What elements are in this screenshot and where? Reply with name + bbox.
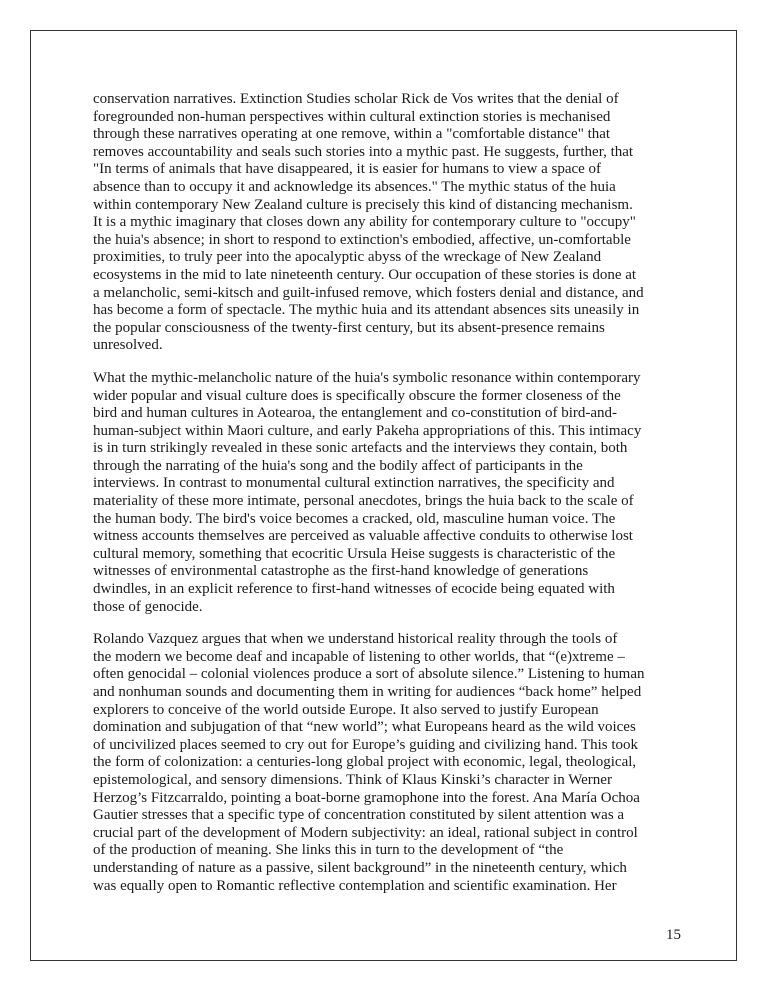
paragraph bbox=[93, 370, 683, 616]
text-line: of uncivilized places seemed to cry out for Europe’s guiding and civilizing hand. This took bbox=[93, 736, 639, 753]
text-line: epistemological, and sensory dimensions. Think of Klaus Kinski’s character in Werner bbox=[93, 771, 612, 788]
text-line: removes accountability and seals such stories into a mythic past. He suggests, further, that bbox=[93, 143, 634, 160]
text-line: ecosystems in the mid to late nineteenth century. Our occupation of these stories is done at bbox=[93, 266, 637, 283]
text-line: explorers to conceive of the world outside Europe. It also served to justify European bbox=[93, 701, 599, 718]
text-line: within contemporary New Zealand culture is precisely this kind of distancing mechanism. bbox=[93, 196, 633, 213]
text-line: of the production of meaning. She links this in turn to the development of “the bbox=[93, 842, 564, 859]
text-line: bird and human cultures in Aotearoa, the entanglement and co-constitution of bird-and- bbox=[93, 405, 618, 422]
text-line: Gautier stresses that a specific type of concentration constituted by silent attention was a bbox=[93, 807, 625, 824]
text-line: a melancholic, semi-kitsch and guilt-infused remove, which fosters denial and distance, and bbox=[93, 284, 644, 301]
text-line: was equally open to Romantic reflective contemplation and scientific examination. Her bbox=[93, 877, 617, 894]
page-number: 15 bbox=[666, 927, 681, 943]
text-line: understanding of nature as a passive, silent background” in the nineteenth century, which bbox=[93, 859, 627, 876]
text-line: human-subject within Maori culture, and early Pakeha appropriations of this. This intimacy bbox=[93, 422, 642, 439]
text-line: the modern we become deaf and incapable of listening to other worlds, that “(e)xtreme – bbox=[93, 648, 625, 665]
text-line: through the narrating of the huia's song and the bodily affect of participants in the bbox=[93, 457, 583, 474]
text-line: the form of colonization: a centuries-long global project with economic, legal, theological, bbox=[93, 754, 637, 771]
text-line: absence than to occupy it and acknowledge its absences." The mythic status of the huia bbox=[93, 178, 616, 195]
paragraph bbox=[93, 631, 683, 895]
text-line: foregrounded non-human perspectives within cultural extinction stories is mechanised bbox=[93, 108, 611, 125]
text-line: wider popular and visual culture does is specifically obscure the former closeness of the bbox=[93, 387, 621, 404]
text-line: Rolando Vazquez argues that when we understand historical reality through the tools of bbox=[93, 631, 618, 648]
text-line: often genocidal – colonial violences produce a sort of absolute silence.” Listening to human bbox=[93, 666, 645, 683]
text-line: What the mythic-melancholic nature of the huia's symbolic resonance within contemporary bbox=[93, 369, 641, 386]
text-line: the huia's absence; in short to respond to extinction's embodied, affective, un-comfortable bbox=[93, 231, 631, 248]
text-line: has become a form of spectacle. The mythic huia and its attendant absences sits uneasily in bbox=[93, 302, 640, 319]
text-line: the human body. The bird's voice becomes a cracked, old, masculine human voice. The bbox=[93, 510, 616, 527]
text-line: interviews. In contrast to monumental cultural extinction narratives, the specificity and bbox=[93, 475, 615, 492]
text-line: those of genocide. bbox=[93, 598, 203, 615]
text-line: and nonhuman sounds and documenting them in writing for audiences “back home” helped bbox=[93, 684, 642, 700]
text-line: dwindles, in an explicit reference to first-hand witnesses of ecocide being equated with bbox=[93, 581, 615, 598]
text-block bbox=[93, 91, 683, 895]
paragraph bbox=[93, 91, 683, 355]
text-line: "In terms of animals that have disappeared, it is easier for humans to view a space of bbox=[93, 161, 602, 178]
text-line: proximities, to truly peer into the apocalyptic abyss of the wreckage of New Zealand bbox=[93, 249, 602, 266]
text-line: materiality of these more intimate, personal anecdotes, brings the huia back to the scale of bbox=[93, 493, 634, 510]
text-line: witnesses of environmental catastrophe as the first-hand knowledge of generations bbox=[93, 563, 589, 580]
text-line: domination and subjugation of that “new world”; what Europeans heard as the wild voices bbox=[93, 719, 636, 736]
text-line: It is a mythic imaginary that closes down any ability for contemporary culture to "occupy" bbox=[93, 214, 636, 231]
text-line: the popular consciousness of the twenty-first century, but its absent-presence remains bbox=[93, 319, 605, 336]
text-line: crucial part of the development of Modern subjectivity: an ideal, rational subject in control bbox=[93, 824, 638, 841]
text-line: is in turn strikingly revealed in these sonic artefacts and the interviews they contain, both bbox=[93, 440, 628, 457]
text-line: Herzog’s Fitzcarraldo, pointing a boat-borne gramophone into the forest. Ana María Ochoa bbox=[93, 789, 640, 806]
text-line: cultural memory, something that ecocritic Ursula Heise suggests is characteristic of the bbox=[93, 545, 616, 562]
text-line: unresolved. bbox=[93, 337, 163, 354]
text-line: witness accounts themselves are perceived as valuable affective conduits to otherwise lost bbox=[93, 528, 633, 545]
text-line: conservation narratives. Extinction Studies scholar Rick de Vos writes that the denial of bbox=[93, 91, 619, 107]
text-line: through these narratives operating at one remove, within a "comfortable distance" that bbox=[93, 126, 611, 143]
